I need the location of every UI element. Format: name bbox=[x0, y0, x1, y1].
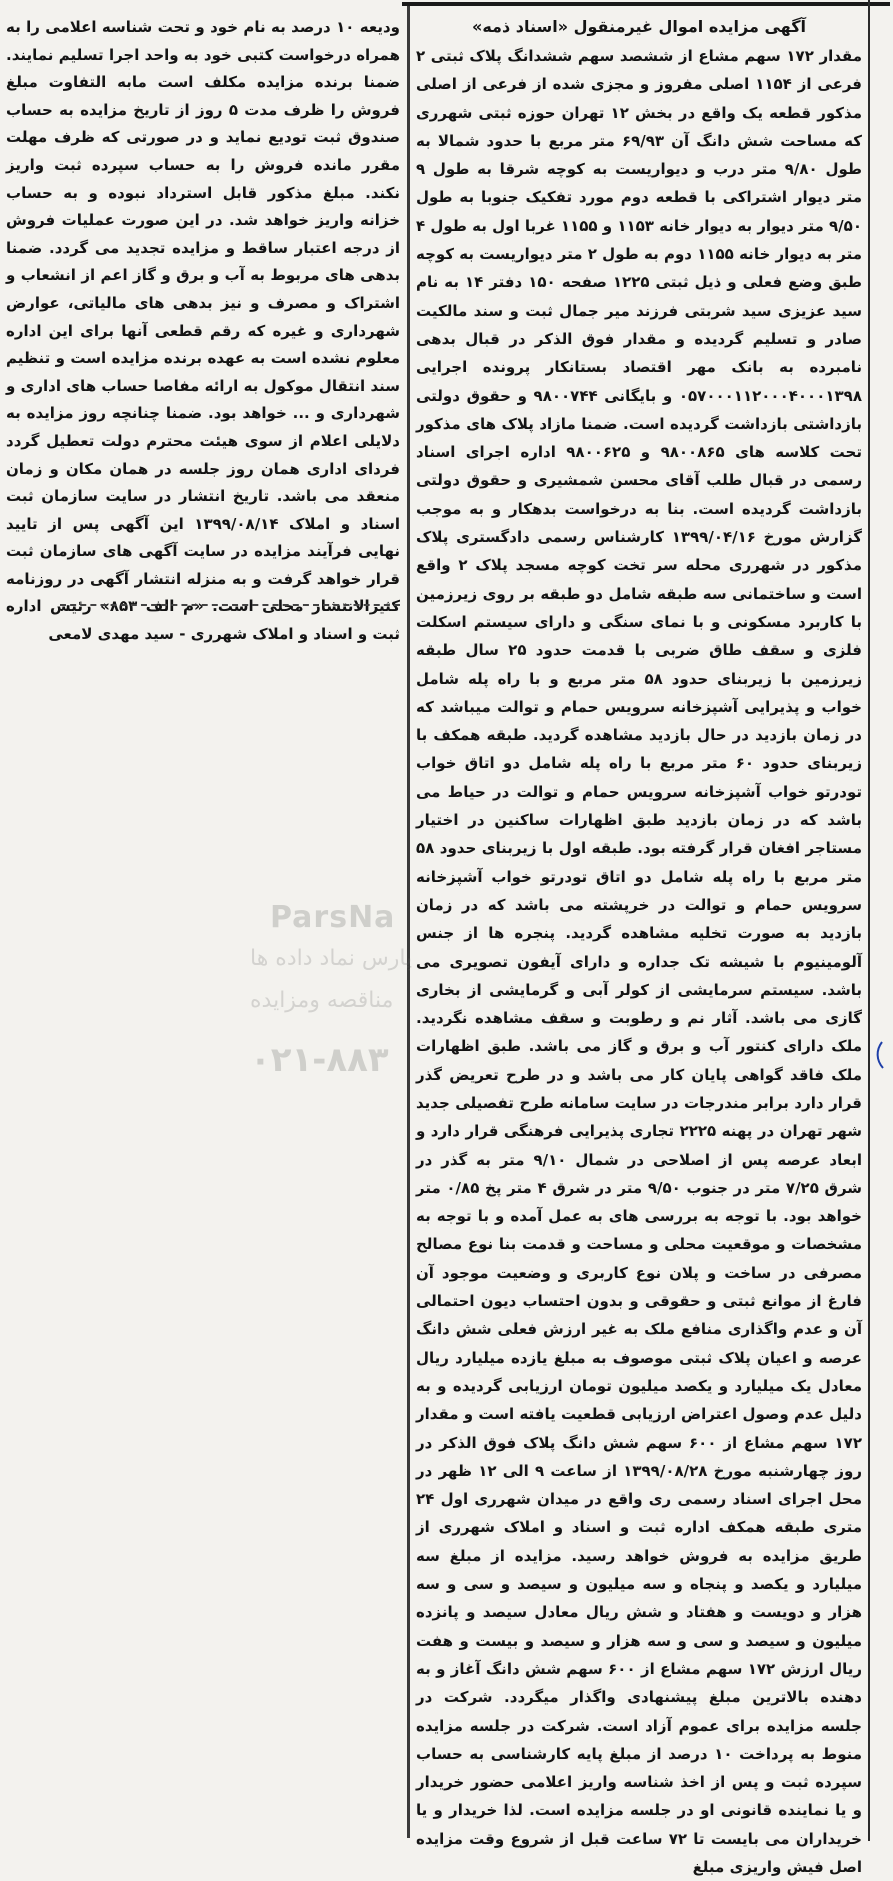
watermark-tagline: پارس نماد داده ها bbox=[250, 946, 413, 971]
notice-title: آگهی مزایده اموال غیرمنقول «اسناد ذمه» bbox=[472, 17, 806, 36]
notice-continuation: ودیعه ۱۰ درصد به نام خود و تحت شناسه اعلامی را به همراه درخواست کتبی خود به واحد اجرا تسلیم نمایند. ضمنا برنده مزایده مکلف است مابه التفاوت مبلغ فروش را ظرف مدت ۵ روز از تاریخ مزایده به حساب صندوق ثبت تودیع نماید و در صورتی که ظرف مهلت مقرر مانده فروش را به حساب سپرده ثبت واریز نکند. مبلغ مذکور قابل استرداد نبوده و به حساب خزانه واریز خواهد شد. در این صورت عملیات فروش از درجه اعتبار ساقط و مزایده تجدید می گردد. ضمنا بدهی های مربوط به آب و برق و گاز اعم از انشعاب و اشتراک و مصرف و نیز بدهی های مالیاتی، عوارض شهرداری و غیره که رقم قطعی آنها برای این اداره معلوم نشده است به عهده برنده مزایده است و تنظیم سند انتقال موکول به ارائه مفاصا حساب های اداری و شهرداری و ... خواهد بود. ضمنا چنانچه روز مزایده به دلایلی اعلام از سوی هیئت محترم دولت تعطیل گردد فردای اداری همان روز جلسه در همان مکان و زمان منعقد می باشد. تاریخ انتشار در سایت سازمان ثبت اسناد و املاک ۱۳۹۹/۰۸/۱۴ این آگهی پس از تایید نهایی فرآیند مزایده در سایت آگهی های سازمان ثبت قرار خواهد گرفت و به منزله انتشار آگهی در روزنامه کثیرالانتشار محلی است. «م الف ۸۵۳» رئیس اداره ثبت و اسناد و املاک شهرری - سید مهدی لامعی bbox=[6, 18, 401, 644]
top-rule bbox=[402, 2, 890, 6]
notice-main-column bbox=[416, 14, 863, 1876]
watermark-brand: ParsNa bbox=[270, 900, 396, 935]
blue-ink-mark-icon bbox=[872, 1040, 886, 1070]
watermark-subtitle: مناقصه ومزایده bbox=[250, 988, 394, 1013]
notice-continuation-column bbox=[6, 14, 401, 644]
watermark-phone: ۰۲۱-۸۸۳ bbox=[250, 1040, 389, 1080]
end-dashed-rule bbox=[60, 604, 400, 606]
column-divider bbox=[407, 6, 410, 1838]
right-edge-rule bbox=[868, 0, 870, 1841]
notice-body: مقدار ۱۷۲ سهم مشاع از ششصد سهم ششدانگ پلاک ثبتی ۲ فرعی از ۱۱۵۴ اصلی مفروز و مجزی شده از فرعی از اصلی مذکور قطعه یک واقع در بخش ۱۲ تهران حوزه ثبتی شهرری که مساحت شش دانگ آن ۶۹/۹۳ متر مربع با حدود شمالا به طول ۹/۸۰ متر درب و دیواریست به کوچه شرقا به طول ۹ متر دیوار اشتراکی با قطعه دوم مورد تفکیک جنوبا به طول ۹/۵۰ متر دیوار به دیوار خانه ۱۱۵۳ و ۱۱۵۵ غربا اول به طول ۴ متر به دیوار خانه ۱۱۵۵ دوم به طول ۲ متر دیواریست به کوچه طبق وضع فعلی و ذیل ثبتی ۱۲۲۵ صفحه ۱۵۰ دفتر ۱۴ به نام سید عزیزی سید شربتی فرزند میر جمال ثبت و سند مالکیت صادر و تسلیم گردیده و مقدار فوق الذکر در قبال بدهی نامبرده به بانک مهر اقتصاد بستانکار پرونده اجرایی ۰۵۷۰۰۰۱۱۲۰۰۰۴۰۰۰۱۳۹۸ و بایگانی ۹۸۰۰۷۴۴ و حقوق دولتی بازداشتی بازداشت گردیده است. ضمنا مازاد پلاک های مذکور تحت کلاسه های ۹۸۰۰۸۶۵ و ۹۸۰۰۶۲۵ اداره اجرای اسناد رسمی در قبال طلب آقای محسن شمشیری و حقوق دولتی بازداشت گردیده است. بنا به درخواست بدهکار و به موجب گزارش مورخ ۱۳۹۹/۰۴/۱۶ کارشناس رسمی دادگستری پلاک مذکور در شهرری محله سر تخت کوچه مسجد پلاک ۲ واقع است و ساختمانی سه طبقه شامل دو طبقه بر روی زیرزمین با کاربرد مسکونی و با نمای سنگی و دارای سیستم اسکلت فلزی و سقف طاق ضربی با قدمت حدود ۲۵ سال طبقه زیرزمین با زیربنای حدود ۵۸ متر مربع و با راه پله شامل خواب و پذیرایی آشپزخانه سرویس حمام و توالت میباشد که در زمان بازدید در حال بازدید مشاهده گردید. طبقه همکف با زیربنای حدود ۶۰ متر مربع با راه پله شامل دو اتاق خواب تودرتو خواب آشپزخانه سرویس حمام و توالت در حیاط می باشد که در زمان بازدید طبق اظهارات ساکنین در اختیار مستاجر افغان قرار گرفته بود. طبقه اول با زیربنای حدود ۵۸ متر مربع با راه پله شامل دو اتاق تودرتو خواب آشپزخانه سرویس حمام و توالت در خرپشته می باشد که در زمان بازدید به صورت تخلیه مشاهده گردید. پنجره ها از جنس آلومینیوم با شیشه تک جداره و دارای آیفون تصویری می باشد. سیستم سرمایشی از کولر آبی و گرمایشی از بخاری گازی می باشد. آثار نم و رطوبت و سقف مشاهده نگردید. ملک دارای کنتور آب و برق و گاز می باشد. طبق اظهارات ملک فاقد گواهی پایان کار می باشد و در طرح تعریض گذر قرار دارد برابر مندرجات در سایت سامانه طرح تفصیلی جدید شهر تهران در پهنه ۲۲۲۵ تجاری پذیرایی فرهنگی قرار دارد و ابعاد عرصه پس از اصلاحی در شمال ۹/۱۰ متر به گذر در شرق ۷/۲۵ متر در جنوب ۹/۵۰ متر در شرق ۴ متر پخ ۰/۸۵ متر خواهد بود. با توجه به بررسی های به عمل آمده و با توجه به مشخصات و موقعیت محلی و مساحت و قدمت بنا نوع مصالح مصرفی در ساخت و پلان نوع کاربری و وضعیت موجود آن فارغ از موانع ثبتی و حقوقی و بدون احتساب دیون احتمالی آن و عدم واگذاری منافع ملک به غیر ارزش فعلی شش دانگ عرصه و اعیان پلاک ثبتی موصوف به مبلغ یازده میلیارد ریال معادل یک میلیارد و یکصد میلیون تومان ارزیابی گردیده و به دلیل عدم وصول اعتراض ارزیابی قطعیت یافته است و مقدار ۱۷۲ سهم مشاع از ۶۰۰ سهم شش دانگ پلاک فوق الذکر در روز چهارشنبه مورخ ۱۳۹۹/۰۸/۲۸ از ساعت ۹ الی ۱۲ ظهر در محل اجرای اسناد رسمی ری واقع در میدان شهرری اول ۲۴ متری طبقه همکف اداره ثبت و اسناد و املاک شهرری از طریق مزایده به فروش خواهد رسید. مزایده از مبلغ سه میلیارد و یکصد و پنجاه و سه میلیون و سیصد و سی و سه هزار و دویست و هفتاد و شش ریال معادل سیصد و پانزده میلیون و سیصد و سی و سه هزار و سیصد و بیست و هفت ریال ارزش ۱۷۲ سهم مشاع از ۶۰۰ سهم شش دانگ آغاز و به دهنده بالاترین مبلغ پیشنهادی واگذار میگردد. شرکت در جلسه مزایده برای عموم آزاد است. شرکت در جلسه مزایده منوط به پرداخت ۱۰ درصد از مبلغ پایه کارشناسی به حساب سپرده ثبت و پس از اخذ شناسه واریز اعلامی حضور خریدار و یا نماینده قانونی او در جلسه مزایده است. لذا خریدار و یا خریداران می بایست تا ۷۲ ساعت قبل از شروع وقت مزایده اصل فیش واریزی مبلغ bbox=[416, 47, 863, 1876]
